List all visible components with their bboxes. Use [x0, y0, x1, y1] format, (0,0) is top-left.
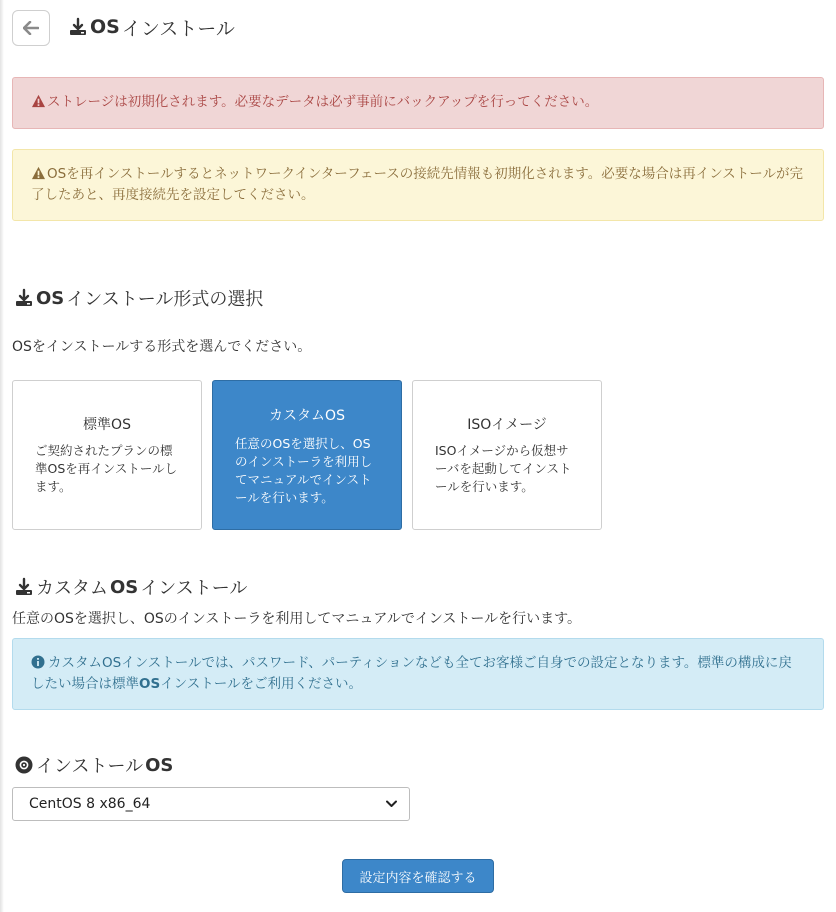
custom-os-info-alert: [12, 638, 824, 710]
confirm-settings-button[interactable]: 設定内容を確認する: [342, 859, 494, 893]
custom-os-description: 任意のOSを選択し、OSのインストーラを利用してマニュアルでインストールを行います。: [12, 611, 582, 627]
option-title: ISOイメージ: [467, 417, 547, 433]
custom-os-heading-os: OS: [110, 576, 139, 598]
option-title: 標準OS: [83, 417, 131, 433]
install-os-heading-prefix: インストール: [36, 756, 144, 777]
custom-os-heading-suffix: インストール: [140, 578, 248, 599]
option-custom-os[interactable]: [212, 380, 402, 530]
install-os-select[interactable]: [12, 787, 410, 821]
warning-icon: [31, 166, 46, 180]
install-os-heading-os: OS: [145, 754, 174, 776]
network-warning-text: OSを再インストールするとネットワークインターフェースの接続先情報も初期化されます。必要な場合は再インストールが完了したあと、再度接続先を設定してください。: [31, 166, 804, 203]
option-description: ご契約されたプランの標準OSを再インストールします。: [35, 443, 178, 494]
install-type-heading: [14, 285, 263, 311]
info-text-part3: をご利用ください。: [240, 676, 363, 692]
custom-os-heading-prefix: カスタム: [36, 578, 108, 599]
info-text-part1: カスタムOSインストールでは、パスワード、パーティションなども全てお客様ご自身での設定となります。標準の構成に戻したい場合は標準: [31, 655, 792, 692]
option-description: 任意のOSを選択し、OSのインストーラを利用してマニュアルでインストールを行います。: [235, 436, 373, 505]
option-title: カスタムOS: [269, 408, 345, 424]
left-edge-shadow: [0, 0, 4, 912]
page-title: [68, 14, 235, 40]
option-description: ISOイメージから仮想サーバを起動してインストールを行います。: [435, 443, 572, 494]
disc-icon: [14, 755, 34, 775]
custom-os-heading: [14, 574, 247, 600]
install-type-heading-os: OS: [36, 287, 65, 309]
download-icon: [14, 288, 34, 308]
install-type-heading-text: インストール形式の選択: [66, 289, 264, 310]
storage-warning-alert: [12, 77, 824, 129]
arrow-left-icon: [23, 21, 39, 35]
info-text-os: OS: [139, 676, 161, 692]
download-icon: [68, 17, 88, 37]
install-os-heading: [14, 752, 173, 778]
install-os-selected-value: CentOS 8 x86_64: [29, 796, 151, 812]
option-iso-image[interactable]: [412, 380, 602, 530]
info-circle-icon: [31, 655, 45, 669]
info-text-part2: インストール: [160, 676, 241, 692]
storage-warning-text: ストレージは初期化されます。必要なデータは必ず事前にバックアップを行ってください。: [47, 94, 599, 110]
option-standard-os[interactable]: [12, 380, 202, 530]
page-title-os: OS: [90, 16, 120, 38]
back-button[interactable]: [12, 10, 50, 46]
network-warning-alert: [12, 149, 824, 221]
warning-icon: [31, 94, 46, 108]
download-icon: [14, 577, 34, 597]
install-type-description: OSをインストールする形式を選んでください。: [12, 339, 312, 355]
page-title-text: インストール: [121, 17, 235, 40]
chevron-down-icon: [386, 800, 397, 808]
